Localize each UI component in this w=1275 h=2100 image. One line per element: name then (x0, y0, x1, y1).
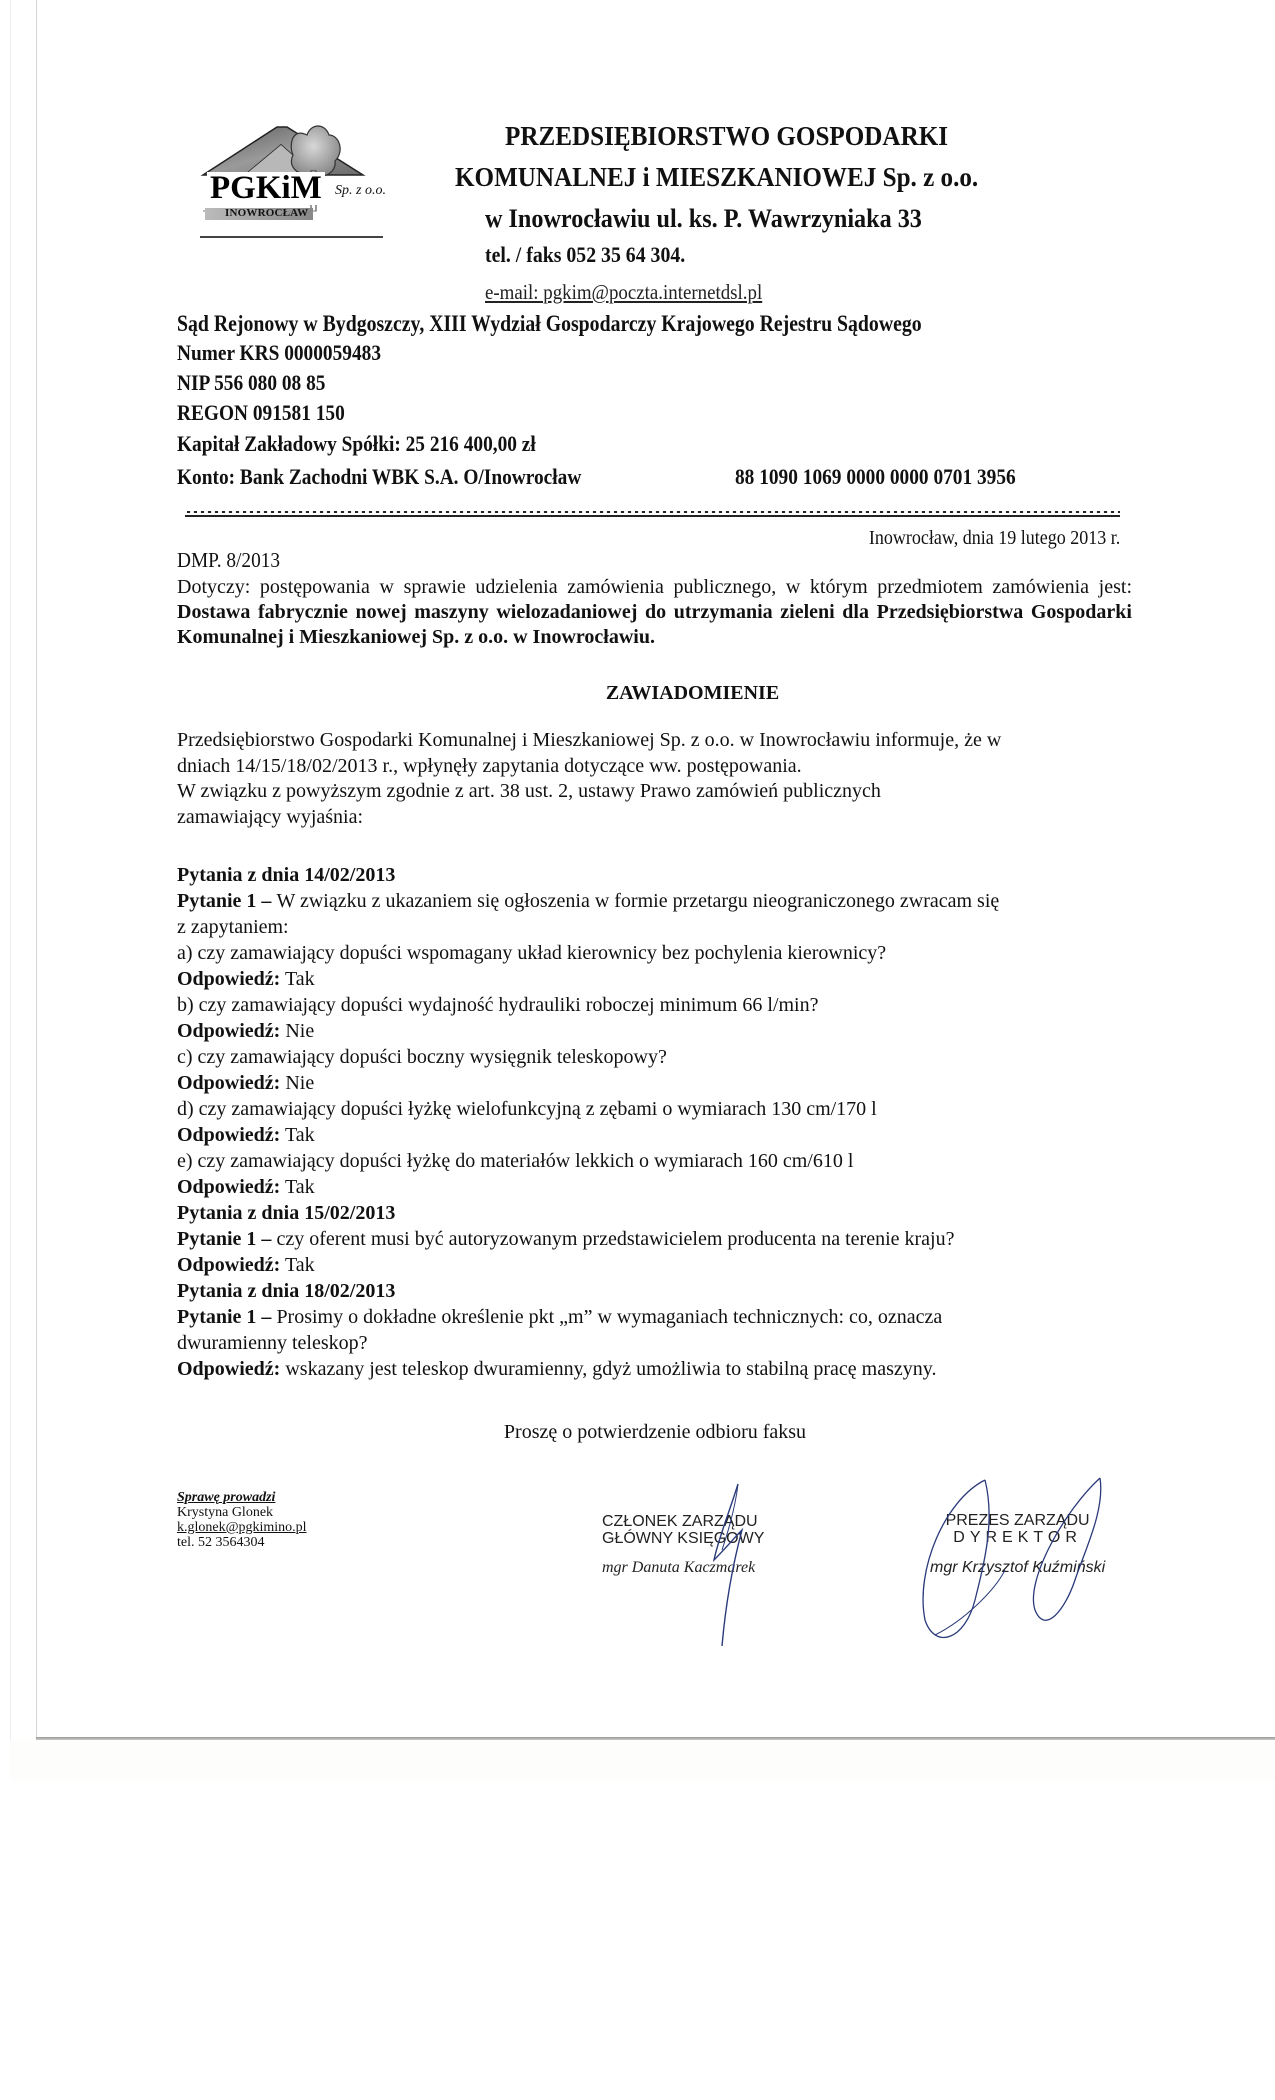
signatory-name: mgr Danuta Kaczmarek (602, 1559, 756, 1576)
logo-underline (200, 236, 383, 238)
signature-title: GŁÓWNY KSIĘGOWY (602, 1530, 765, 1547)
notice-title: ZAWIADOMIENIE (605, 682, 780, 704)
answer-label: Odpowiedź: (177, 1072, 281, 1094)
answer-label: Odpowiedź: (177, 968, 281, 990)
company-name-line-1: PRZEDSIĘBIORSTWO GOSPODARKI (505, 121, 949, 151)
handler-label: Sprawę prowadzi (177, 1490, 276, 1505)
registry-capital: Kapitał Zakładowy Spółki: 25 216 400,00 zł (177, 431, 536, 456)
letter-subject (177, 575, 1132, 650)
handwritten-signature-icon (700, 1480, 760, 1650)
question-text-cont: z zapytaniem: (177, 916, 289, 938)
header-separator-line (185, 515, 1120, 517)
scan-edge-outer (10, 0, 11, 1780)
intro-paragraph (177, 728, 1137, 830)
handler-phone: tel. 52 3564304 (177, 1535, 265, 1550)
intro-line: W związku z powyższym zgodnie z art. 38 ust. 2, ustawy Prawo zamówień publicznych (177, 780, 881, 802)
signature-title: CZŁONEK ZARZĄDU (602, 1513, 758, 1530)
logo-legal-form: Sp. z o.o. (335, 183, 386, 198)
question-label: Pytanie 1 – (177, 1228, 277, 1250)
company-phone: tel. / faks 052 35 64 304. (485, 242, 686, 267)
question (177, 1226, 1137, 1252)
answer-label: Odpowiedź: (177, 1358, 281, 1380)
question-text: Prosimy o dokładne określenie pkt „m” w wymaganiach technicznych: co, oznacza (276, 1306, 943, 1328)
question-label: Pytanie 1 – (177, 1306, 277, 1328)
answer (177, 1070, 1137, 1096)
sub-question: c) czy zamawiający dopuści boczny wysięgnik teleskopowy? (177, 1046, 667, 1068)
question-text: W związku z ukazaniem się ogłoszenia w formie przetargu nieograniczonego zwracam się (276, 890, 1000, 912)
handler-email-link[interactable]: k.glonek@pgkimino.pl (177, 1520, 307, 1535)
answer (177, 966, 1137, 992)
handler-name: Krystyna Glonek (177, 1505, 274, 1520)
question (177, 1304, 1137, 1330)
signatory-name: mgr Krzysztof Kuźmiński (930, 1559, 1106, 1576)
signature-title: PREZES ZARZĄDU (945, 1512, 1090, 1529)
answer-label: Odpowiedź: (177, 1176, 281, 1198)
fax-confirmation-request: Proszę o potwierdzenie odbioru faksu (503, 1421, 807, 1443)
registry-court: Sąd Rejonowy w Bydgoszczy, XIII Wydział Gospodarczy Krajowego Rejestru Sądowego (177, 311, 922, 336)
case-handler (177, 1490, 307, 1550)
registry-bank: Konto: Bank Zachodni WBK S.A. O/Inowrocław (177, 464, 582, 489)
answer-value: Tak (280, 1254, 315, 1276)
signature-title: DYREKTOR (953, 1529, 1082, 1546)
answer-label: Odpowiedź: (177, 1124, 281, 1146)
question-text-cont: dwuramienny teleskop? (177, 1332, 368, 1354)
question-intro (177, 888, 1137, 914)
section-heading: Pytania z dnia 14/02/2013 (177, 864, 396, 886)
section-heading: Pytania z dnia 15/02/2013 (177, 1202, 396, 1224)
letter-reference: DMP. 8/2013 (177, 548, 281, 572)
header-separator-dots (185, 511, 1120, 513)
section-heading: Pytania z dnia 18/02/2013 (177, 1280, 396, 1302)
scan-edge-left (36, 0, 37, 1738)
sub-question: b) czy zamawiający dopuści wydajność hydrauliki roboczej minimum 66 l/min? (177, 994, 819, 1016)
subject-title: Dostawa fabrycznie nowej maszyny wielozadaniowej do utrzymania zieleni dla Przedsiębiorstwa Gospodarki Komunalnej i Mieszkaniowej Sp. z o.o. w Inowrocławiu. (177, 601, 1132, 648)
intro-line: Przedsiębiorstwo Gospodarki Komunalnej i Mieszkaniowej Sp. z o.o. w Inowrocławiu informuje, że w (177, 729, 1002, 751)
intro-line: dniach 14/15/18/02/2013 r., wpłynęły zapytania dotyczące ww. postępowania. (177, 754, 802, 777)
answer-label: Odpowiedź: (177, 1254, 281, 1276)
letter-date: Inowrocław, dnia 19 lutego 2013 r. (868, 527, 1120, 549)
answer (177, 1252, 1137, 1278)
answer-value: Tak (280, 1176, 315, 1198)
subject-prefix: Dotyczy: postępowania w sprawie udzielenia zamówienia publicznego, w którym przedmiotem zamówienia jest: (177, 576, 1132, 598)
sub-question: e) czy zamawiający dopuści łyżkę do materiałów lekkich o wymiarach 160 cm/610 l (177, 1150, 854, 1172)
registry-regon: REGON 091581 150 (177, 400, 345, 425)
answer-value: Nie (280, 1020, 315, 1042)
question-label: Pytanie 1 – (177, 890, 277, 912)
answer-value: Nie (280, 1072, 315, 1094)
sub-question: d) czy zamawiający dopuści łyżkę wielofunkcyjną z zębami o wymiarach 130 cm/170 l (177, 1098, 877, 1120)
answer-label: Odpowiedź: (177, 1020, 281, 1042)
page-bottom-edge (36, 1737, 1275, 1740)
answer-value: Tak (280, 1124, 315, 1146)
questions-answers (177, 862, 1137, 1382)
question-text: czy oferent musi być autoryzowanym przedstawicielem producenta na terenie kraju? (276, 1228, 955, 1250)
answer (177, 1356, 1137, 1382)
answer (177, 1122, 1137, 1148)
registry-account-number: 88 1090 1069 0000 0000 0701 3956 (735, 464, 1016, 489)
scan-bottom-band (10, 1740, 1275, 1780)
company-logo (195, 115, 395, 225)
answer-value: Tak (280, 968, 315, 990)
registry-nip: NIP 556 080 08 85 (177, 370, 326, 395)
answer (177, 1018, 1137, 1044)
answer-value: wskazany jest teleskop dwuramienny, gdyż umożliwia to stabilną pracę maszyny. (280, 1358, 937, 1380)
logo-city: INOWROCŁAW (225, 207, 309, 219)
answer (177, 1174, 1137, 1200)
handwritten-signature-icon (905, 1470, 1135, 1660)
company-email-link[interactable]: e-mail: pgkim@poczta.internetdsl.pl (485, 280, 763, 304)
registry-krs: Numer KRS 0000059483 (177, 340, 382, 365)
logo-abbreviation: PGKiM (207, 172, 325, 205)
intro-line: zamawiający wyjaśnia: (177, 805, 364, 828)
company-address: w Inowrocławiu ul. ks. P. Wawrzyniaka 33 (485, 204, 922, 233)
sub-question: a) czy zamawiający dopuści wspomagany układ kierownicy bez pochylenia kierownicy? (177, 942, 887, 964)
company-name-line-2: KOMUNALNEJ i MIESZKANIOWEJ Sp. z o.o. (455, 162, 979, 192)
